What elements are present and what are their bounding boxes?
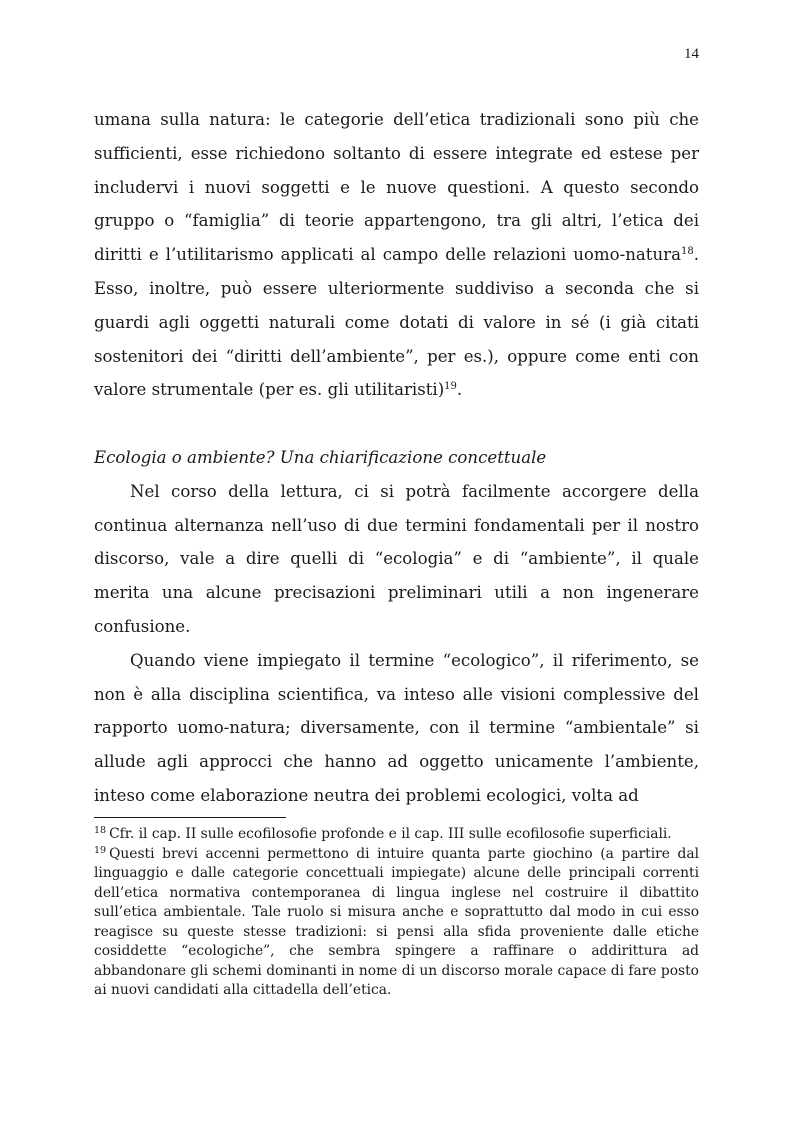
- paragraph: Quando viene impiegato il termine “ecologico”, il riferimento, se non è alla disciplina scientifica, va inteso alle visioni complessive del rapporto uomo-natura; diversamente, con il termine “ambientale” si allude agli approcci che hanno ad oggetto unicamente l’ambiente, inteso come elaborazione neutra dei problemi ecologici, volta ad: [94, 650, 699, 805]
- paragraph-continued: [94, 103, 699, 407]
- footnote-marker: 19: [94, 844, 107, 856]
- footnote-separator: [94, 817, 286, 818]
- footnote-marker: 18: [94, 825, 107, 836]
- footnote-19: [94, 845, 699, 1001]
- paragraph: Nel corso della lettura, ci si potrà facilmente accorgere della continua alternanza nell’uso di due termini fondamentali per il nostro discorso, vale a dire quelli di “ecologia” e di “ambiente”, il quale merita una alcune precisazioni preliminari utili a non ingenerare confusione.: [94, 481, 699, 636]
- footnote-ref-18[interactable]: 18: [680, 246, 694, 258]
- paragraph-text: . Esso, inoltre, può essere ulteriormente suddiviso a seconda che si guardi agli oggetti naturali come dotati di valore in sé (i già citati sostenitori dei “diritti dell’ambiente”, per es.), oppure come enti con valore strumentale (per es. gli utilitaristi): [94, 245, 699, 400]
- footnotes: [94, 825, 699, 1001]
- page-number: 14: [684, 46, 699, 62]
- footnote-18: [94, 825, 699, 845]
- paragraph-text: umana sulla natura: le categorie dell’etica tradizionali sono più che sufficienti, esse richiedono soltanto di essere integrate ed estese per includervi i nuovi soggetti e le nuove questioni. A questo secondo gruppo o “famiglia” di teorie appartengono, tra gli altri, l’etica dei diritti e l’utilitarismo applicati al campo delle relazioni uomo-natura: [94, 110, 699, 265]
- footnote-ref-19[interactable]: 19: [444, 381, 457, 393]
- body-text: [94, 103, 699, 813]
- footnote-text: Cfr. il cap. II sulle ecofilosofie profonde e il cap. III sulle ecofilosofie superficiali.: [109, 826, 672, 842]
- section-heading: Ecologia o ambiente? Una chiarificazione concettuale: [94, 447, 547, 467]
- footnote-text: Questi brevi accenni permettono di intuire quanta parte giochino (a partire dal linguaggio e dalle categorie concettuali impiegate) alcune delle principali correnti dell’etica normativa contemporanea di lingua inglese nel costruire il dibattito sull’etica ambientale. Tale ruolo si misura anche e soprattutto dal modo in cui esso reagisce su queste stesse tradizioni: si pensi alla sfida proveniente dalle etiche cosiddette “ecologiche”, che sembra spingere a raffinare o addirittura ad abbandonare gli schemi dominanti in nome di un discorso morale capace di fare posto ai nuovi candidati alla cittadella dell’etica.: [94, 845, 699, 998]
- paragraph-text: .: [456, 380, 463, 400]
